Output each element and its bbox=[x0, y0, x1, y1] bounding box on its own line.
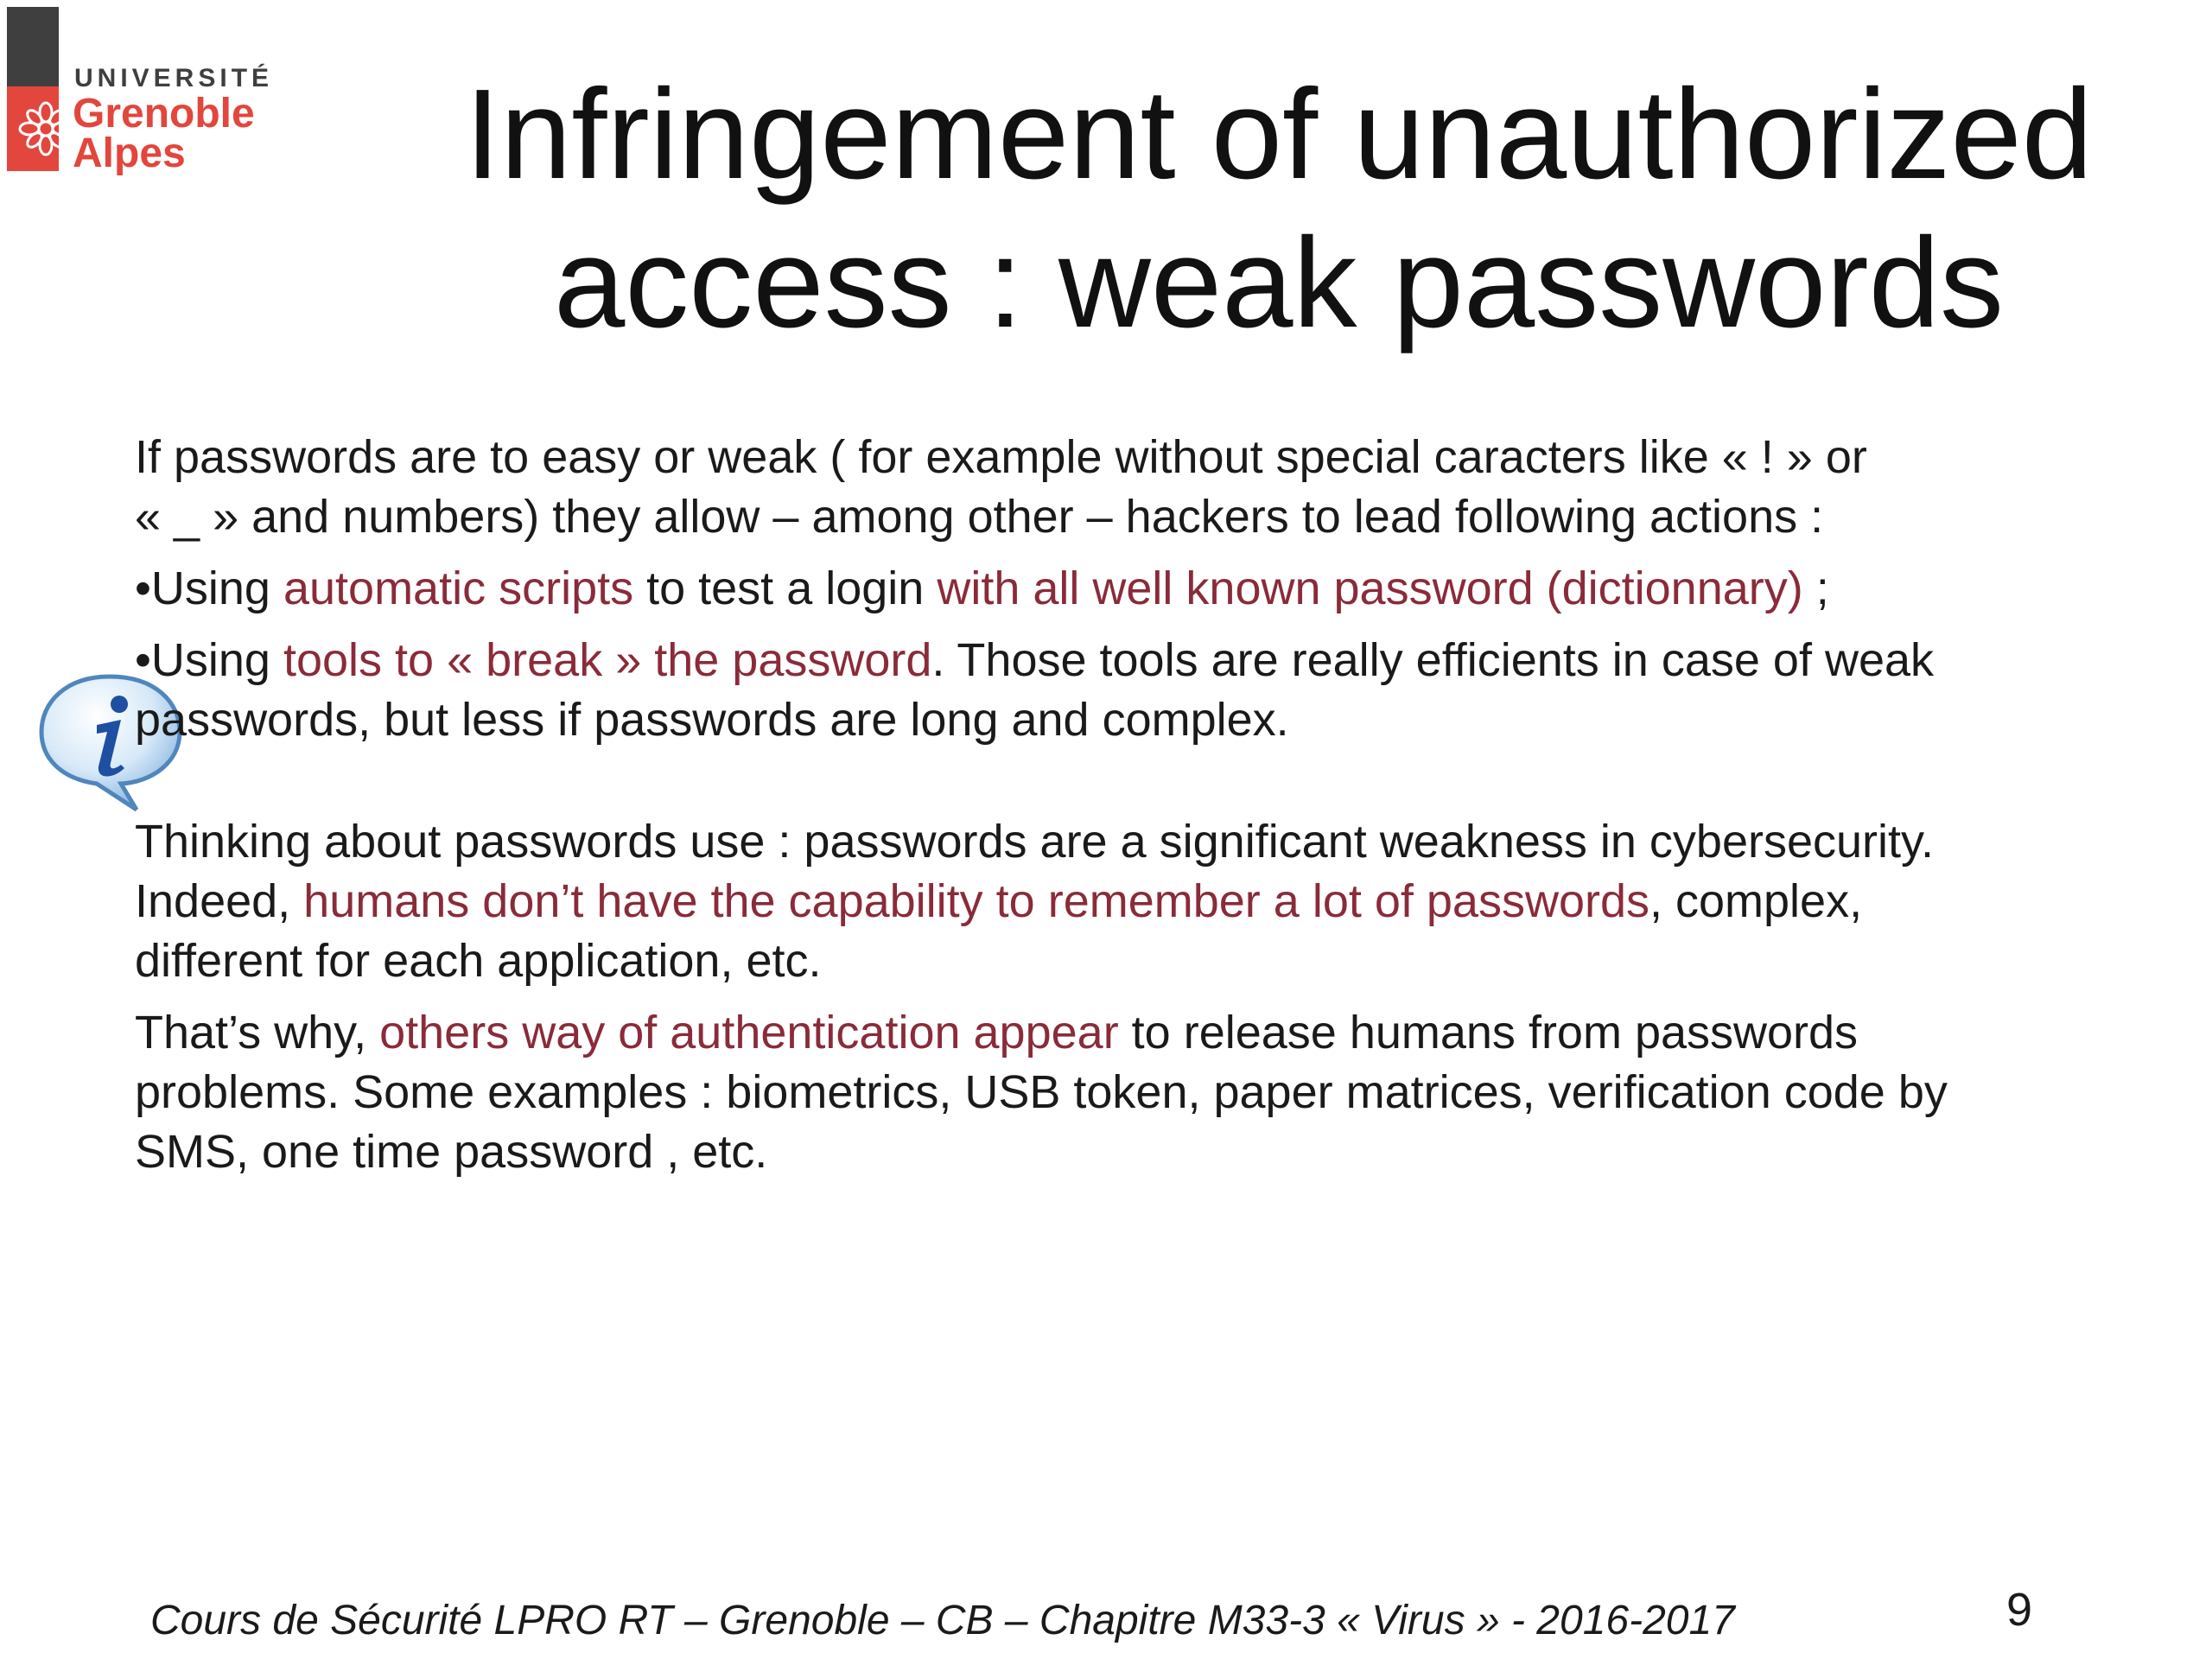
paragraph-2-text-b: , complex, bbox=[1649, 875, 1863, 927]
paragraph-3-text-b: to release humans from passwords bbox=[1118, 1007, 1859, 1058]
paragraph-2-line-3: different for each application, etc. bbox=[135, 935, 822, 987]
bullet-1-text-c: ; bbox=[1802, 563, 1829, 614]
paragraph-2-line-2 bbox=[135, 872, 2088, 931]
logo-alpes-text: Alpes bbox=[73, 130, 186, 176]
university-logo bbox=[7, 7, 274, 176]
paragraph-3-text-a: That’s why, bbox=[135, 1007, 380, 1058]
bullet-2-line-2: passwords, but less if passwords are long and complex. bbox=[135, 694, 1289, 746]
bullet-2-text-b: . Those tools are really efficients in case of weak bbox=[931, 634, 1935, 686]
logo-flower-icon bbox=[17, 100, 74, 157]
slide-title-line-1: Infringement of unauthorized bbox=[464, 63, 2094, 206]
paragraph-3-line-1 bbox=[135, 1003, 2088, 1063]
page-number: 9 bbox=[2006, 1584, 2033, 1636]
slide-body bbox=[135, 428, 2088, 1182]
paragraph-2-text-a: Indeed, bbox=[135, 875, 304, 927]
bullet-1 bbox=[135, 559, 2088, 619]
paragraph-3-line-3: SMS, one time password , etc. bbox=[135, 1126, 768, 1178]
bullet-2-line-1 bbox=[135, 631, 2088, 690]
bullet-1-text-b: to test a login bbox=[633, 563, 938, 614]
bullet-1-highlight-a: automatic scripts bbox=[283, 563, 634, 614]
slide-footer: Cours de Sécurité LPRO RT – Grenoble – CB – Chapitre M33-3 « Virus » - 2016-2017 bbox=[150, 1598, 1735, 1643]
paragraph-2-line-1: Thinking about passwords use : passwords are a significant weakness in cybersecurity. bbox=[135, 816, 1935, 868]
paragraph-1-line-1: If passwords are to easy or weak ( for example without special caracters like « ! » or bbox=[135, 431, 1867, 483]
paragraph-2-highlight: humans don’t have the capability to remember a lot of passwords bbox=[303, 875, 1649, 927]
paragraph-3-line-2: problems. Some examples : biometrics, USB token, paper matrices, verification code by bbox=[135, 1066, 1948, 1118]
slide-title bbox=[432, 60, 2126, 358]
bullet-2-highlight: tools to « break » the password bbox=[283, 634, 932, 686]
paragraph-1-line-2: « _ » and numbers) they allow – among other – hackers to lead following actions : bbox=[135, 491, 1824, 543]
bullet-2-text-a: •Using bbox=[135, 634, 283, 686]
logo-universite-text: UNIVERSITÉ bbox=[74, 64, 274, 92]
bullet-1-highlight-b: with all well known password (dictionnary) bbox=[937, 563, 1803, 614]
logo-gray-bar bbox=[7, 7, 59, 86]
slide-title-line-2: access : weak passwords bbox=[553, 212, 2004, 354]
paragraph-3-highlight: others way of authentication appear bbox=[379, 1007, 1119, 1058]
logo-grenoble-text: Grenoble bbox=[73, 91, 255, 137]
bullet-1-text-a: •Using bbox=[135, 563, 283, 614]
